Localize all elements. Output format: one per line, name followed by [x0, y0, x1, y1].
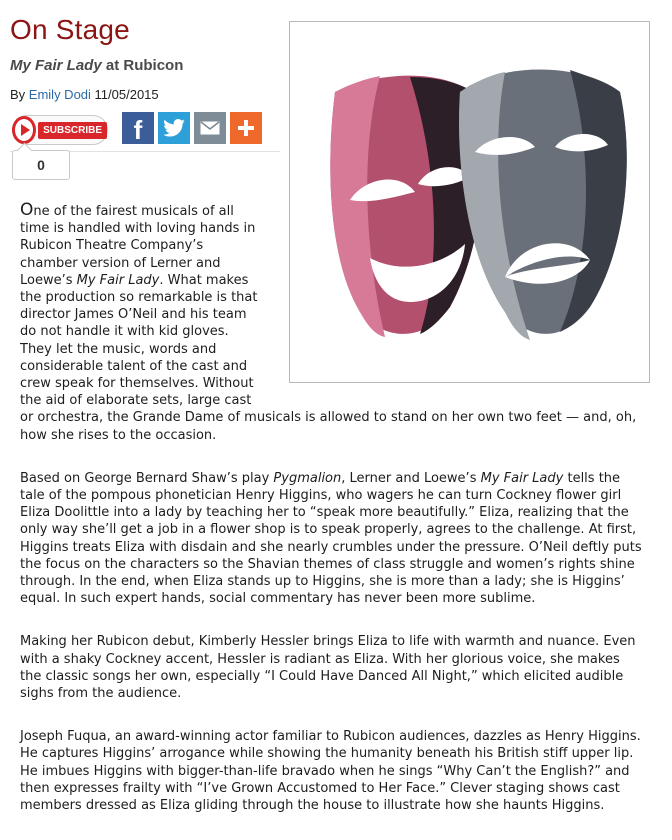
- p1-line: Loewe’s: [20, 272, 77, 288]
- p1-line: ne of the fairest musicals of all: [33, 204, 234, 219]
- publish-date: 11/05/2015: [94, 87, 159, 102]
- more-share-button[interactable]: [230, 112, 262, 144]
- p1-line: considerable talent of the cast and: [20, 358, 248, 374]
- paragraph-1: [20, 202, 265, 409]
- twitter-icon: [163, 119, 185, 137]
- byline-prefix: By: [10, 87, 29, 102]
- mail-icon: [200, 121, 220, 135]
- p1-line: the production so remarkable is that: [20, 290, 258, 306]
- p2-text: Based on George Bernard Shaw’s play: [20, 470, 274, 486]
- p1-line: director James O’Neil and his team: [20, 307, 247, 323]
- p1-line: time is handled with loving hands in: [20, 221, 256, 237]
- p2-show-title: My Fair Lady: [480, 470, 564, 486]
- p1-line: . What makes: [159, 272, 249, 288]
- author-link[interactable]: Emily Dodi: [28, 87, 91, 102]
- paragraph-2: [20, 470, 645, 608]
- section-title: On Stage: [10, 14, 130, 45]
- p2-text: tells the tale of the pompous phonetician Henry Higgins, who wagers he can turn Cockney flower girl Eliza Doolittle into a lady by teaching her to “speak more beautifully.” Eliza, realizing that the only way she’ll get a job in a flower shop is to speak properly, agrees to the challenge. At first, Higgins treats Eliza with disdain and she nearly crumbles under the pressure. O’Neil deftly puts the focus on the characters so the Shavian themes of class struggle and women’s rights shine through. In the end, when Eliza stands up to Higgins, she is more than a lady; she is Higgins’ equal. In such expert hands, social commentary has never been more sublime.: [20, 470, 642, 607]
- p1-line: crew speak for themselves. Without: [20, 376, 254, 392]
- p1-line: chamber version of Lerner and: [20, 255, 221, 271]
- facebook-icon: f: [133, 115, 143, 145]
- paragraph-3: Making her Rubicon debut, Kimberly Hessler brings Eliza to life with warmth and nuance. Even with a shaky Cockney accent, Hessler is radiant as Eliza. With her glorious voice, she makes the classic songs her own, especially “I Could Have Danced All Night,” which elicited audible sighs from the audience.: [20, 634, 636, 702]
- p2-play-title: Pygmalion: [273, 470, 342, 486]
- dropcap: O: [20, 200, 34, 220]
- twitter-share-button[interactable]: [158, 112, 190, 144]
- article-subtitle: [10, 57, 183, 74]
- play-icon: [12, 116, 36, 144]
- subscribe-button[interactable]: [12, 115, 108, 145]
- facebook-share-button[interactable]: [122, 112, 154, 144]
- p2-text: , Lerner and Loewe’s: [341, 470, 481, 486]
- p1-line: do not handle it with kid gloves.: [20, 324, 229, 340]
- byline: [10, 87, 159, 102]
- article-body: [20, 202, 645, 840]
- plus-icon: [237, 119, 255, 137]
- p1-line: Rubicon Theatre Company’s: [20, 238, 204, 254]
- email-share-button[interactable]: [194, 112, 226, 144]
- share-count: 0: [12, 150, 70, 180]
- p1-line: They let the music, words and: [20, 341, 217, 357]
- subtitle-show-title: My Fair Lady: [10, 57, 102, 74]
- subscribe-label: SUBSCRIBE: [38, 122, 107, 139]
- paragraph-1-tail: or orchestra, the Grande Dame of musicals is allowed to stand on her own two feet — and, oh, how she rises to the occasion.: [20, 410, 637, 443]
- p1-line: the aid of elaborate sets, large cast: [20, 393, 252, 409]
- paragraph-4: Joseph Fuqua, an award-winning actor familiar to Rubicon audiences, dazzles as Henry Higgins. He captures Higgins’ arrogance while showing the humanity beneath his British stiff upper lip. He imbues Higgins with bigger-than-life bravado when he sings “Why Can’t the English?” and then expresses frailty with “I’ve Grown Accustomed to Her Face.” Clever staging shows cast members dressed as Eliza gliding through the house to illustrate how she haunts Higgins.: [20, 729, 641, 814]
- p1-show-title: My Fair Lady: [76, 272, 160, 288]
- subtitle-venue: at Rubicon: [101, 57, 184, 74]
